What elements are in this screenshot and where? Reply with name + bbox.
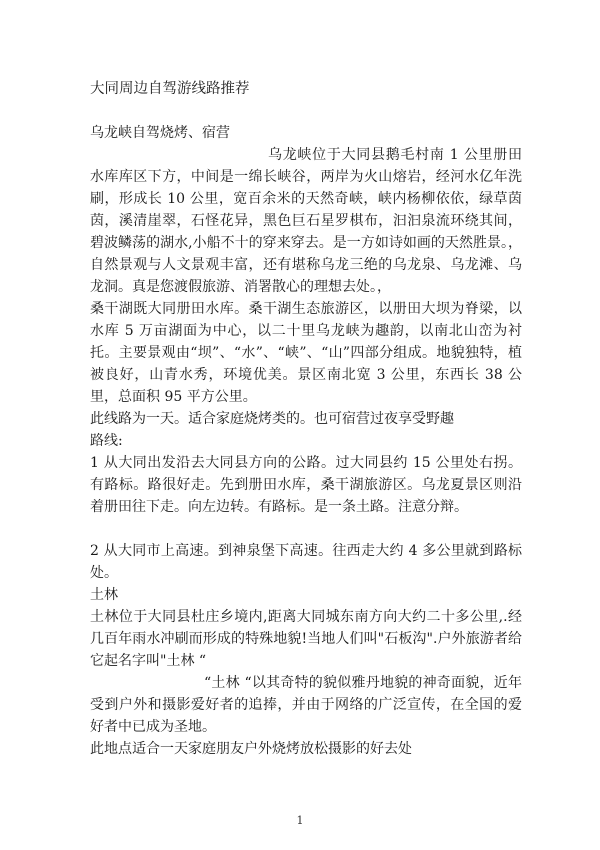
blank-line [90, 518, 522, 540]
paragraph-wulongxia-intro: 乌龙峡位于大同县鹅毛村南 1 公里册田水库库区下方，中间是一绵长峡谷，两岸为火山熔岩，经河水亿年洗刷，形成长 10 公里，宽百余米的天然奇峡，峡内杨柳依依，绿草茵茵，溪清崖翠，石怪花异，黑色巨石星罗棋布，汩汩泉流环绕其间，碧波鳞荡的湖水,小船不十的穿来穿去。是一方如诗如画的天然胜景。，自然景观与人文景观丰富，还有堪称乌龙三绝的乌龙泉、乌龙滩、乌龙洞。真是您渡假旅游、消署散心的理想去处。， [90, 147, 522, 295]
paragraph-tulin-intro: 土林位于大同县杜庄乡境内,距离大同城东南方向大约二十多公里,.经几百年雨水冲刷而形成的特殊地貌!当地人们叫"石板沟".户外旅游者给它起名字叫"土林 “ [90, 609, 522, 669]
route-item-2: 2 从大同市上高速。到神泉堡下高速。往西走大约 4 多公里就到路标处。 [90, 543, 522, 581]
paragraph-tulin-summary: 此地点适合一天家庭朋友户外烧烤放松摄影的好去处 [90, 741, 412, 757]
route-label: 路线: [90, 433, 123, 449]
route-item-1: 1 从大同出发沿去大同县方向的公路。过大同县约 15 公里处右拐。有路标。路很好走。先到册田水库，桑干湖旅游区。乌龙夏景区则沿着册田往下走。向左边转。有路标。是一条土路。注意分辩。 [90, 455, 522, 515]
section-heading-wulongxia: 乌龙峡自驾烧烤、宿营 [90, 125, 230, 141]
paragraph-sangganhu: 桑干湖既大同册田水库。桑干湖生态旅游区，以册田大坝为脊梁，以水库 5 万亩湖面为中心，以二十里乌龙峡为趣韵，以南北山峦为衬托。主要景观由“坝”、“水”、“峡”、“山”四部分组成。地貌独特，植被良好，山青水秀，环境优美。景区南北宽 3 公里，东西长 38 公里，总面积 95 平方公里。 [90, 301, 522, 405]
document-body [90, 78, 522, 760]
page-number: 1 [296, 814, 304, 827]
document-title: 大同周边自驾游线路推荐 [90, 81, 250, 97]
section-heading-tulin: 土林 [90, 587, 118, 603]
paragraph-tulin-description: “土林 “以其奇特的貌似雅丹地貌的神奇面貌，近年受到户外和摄影爱好者的追捧，并由于网络的广泛宣传，在全国的爱好者中已成为圣地。 [90, 675, 522, 735]
paragraph-route-summary: 此线路为一天。适合家庭烧烤类的。也可宿营过夜享受野趣 [90, 411, 454, 427]
